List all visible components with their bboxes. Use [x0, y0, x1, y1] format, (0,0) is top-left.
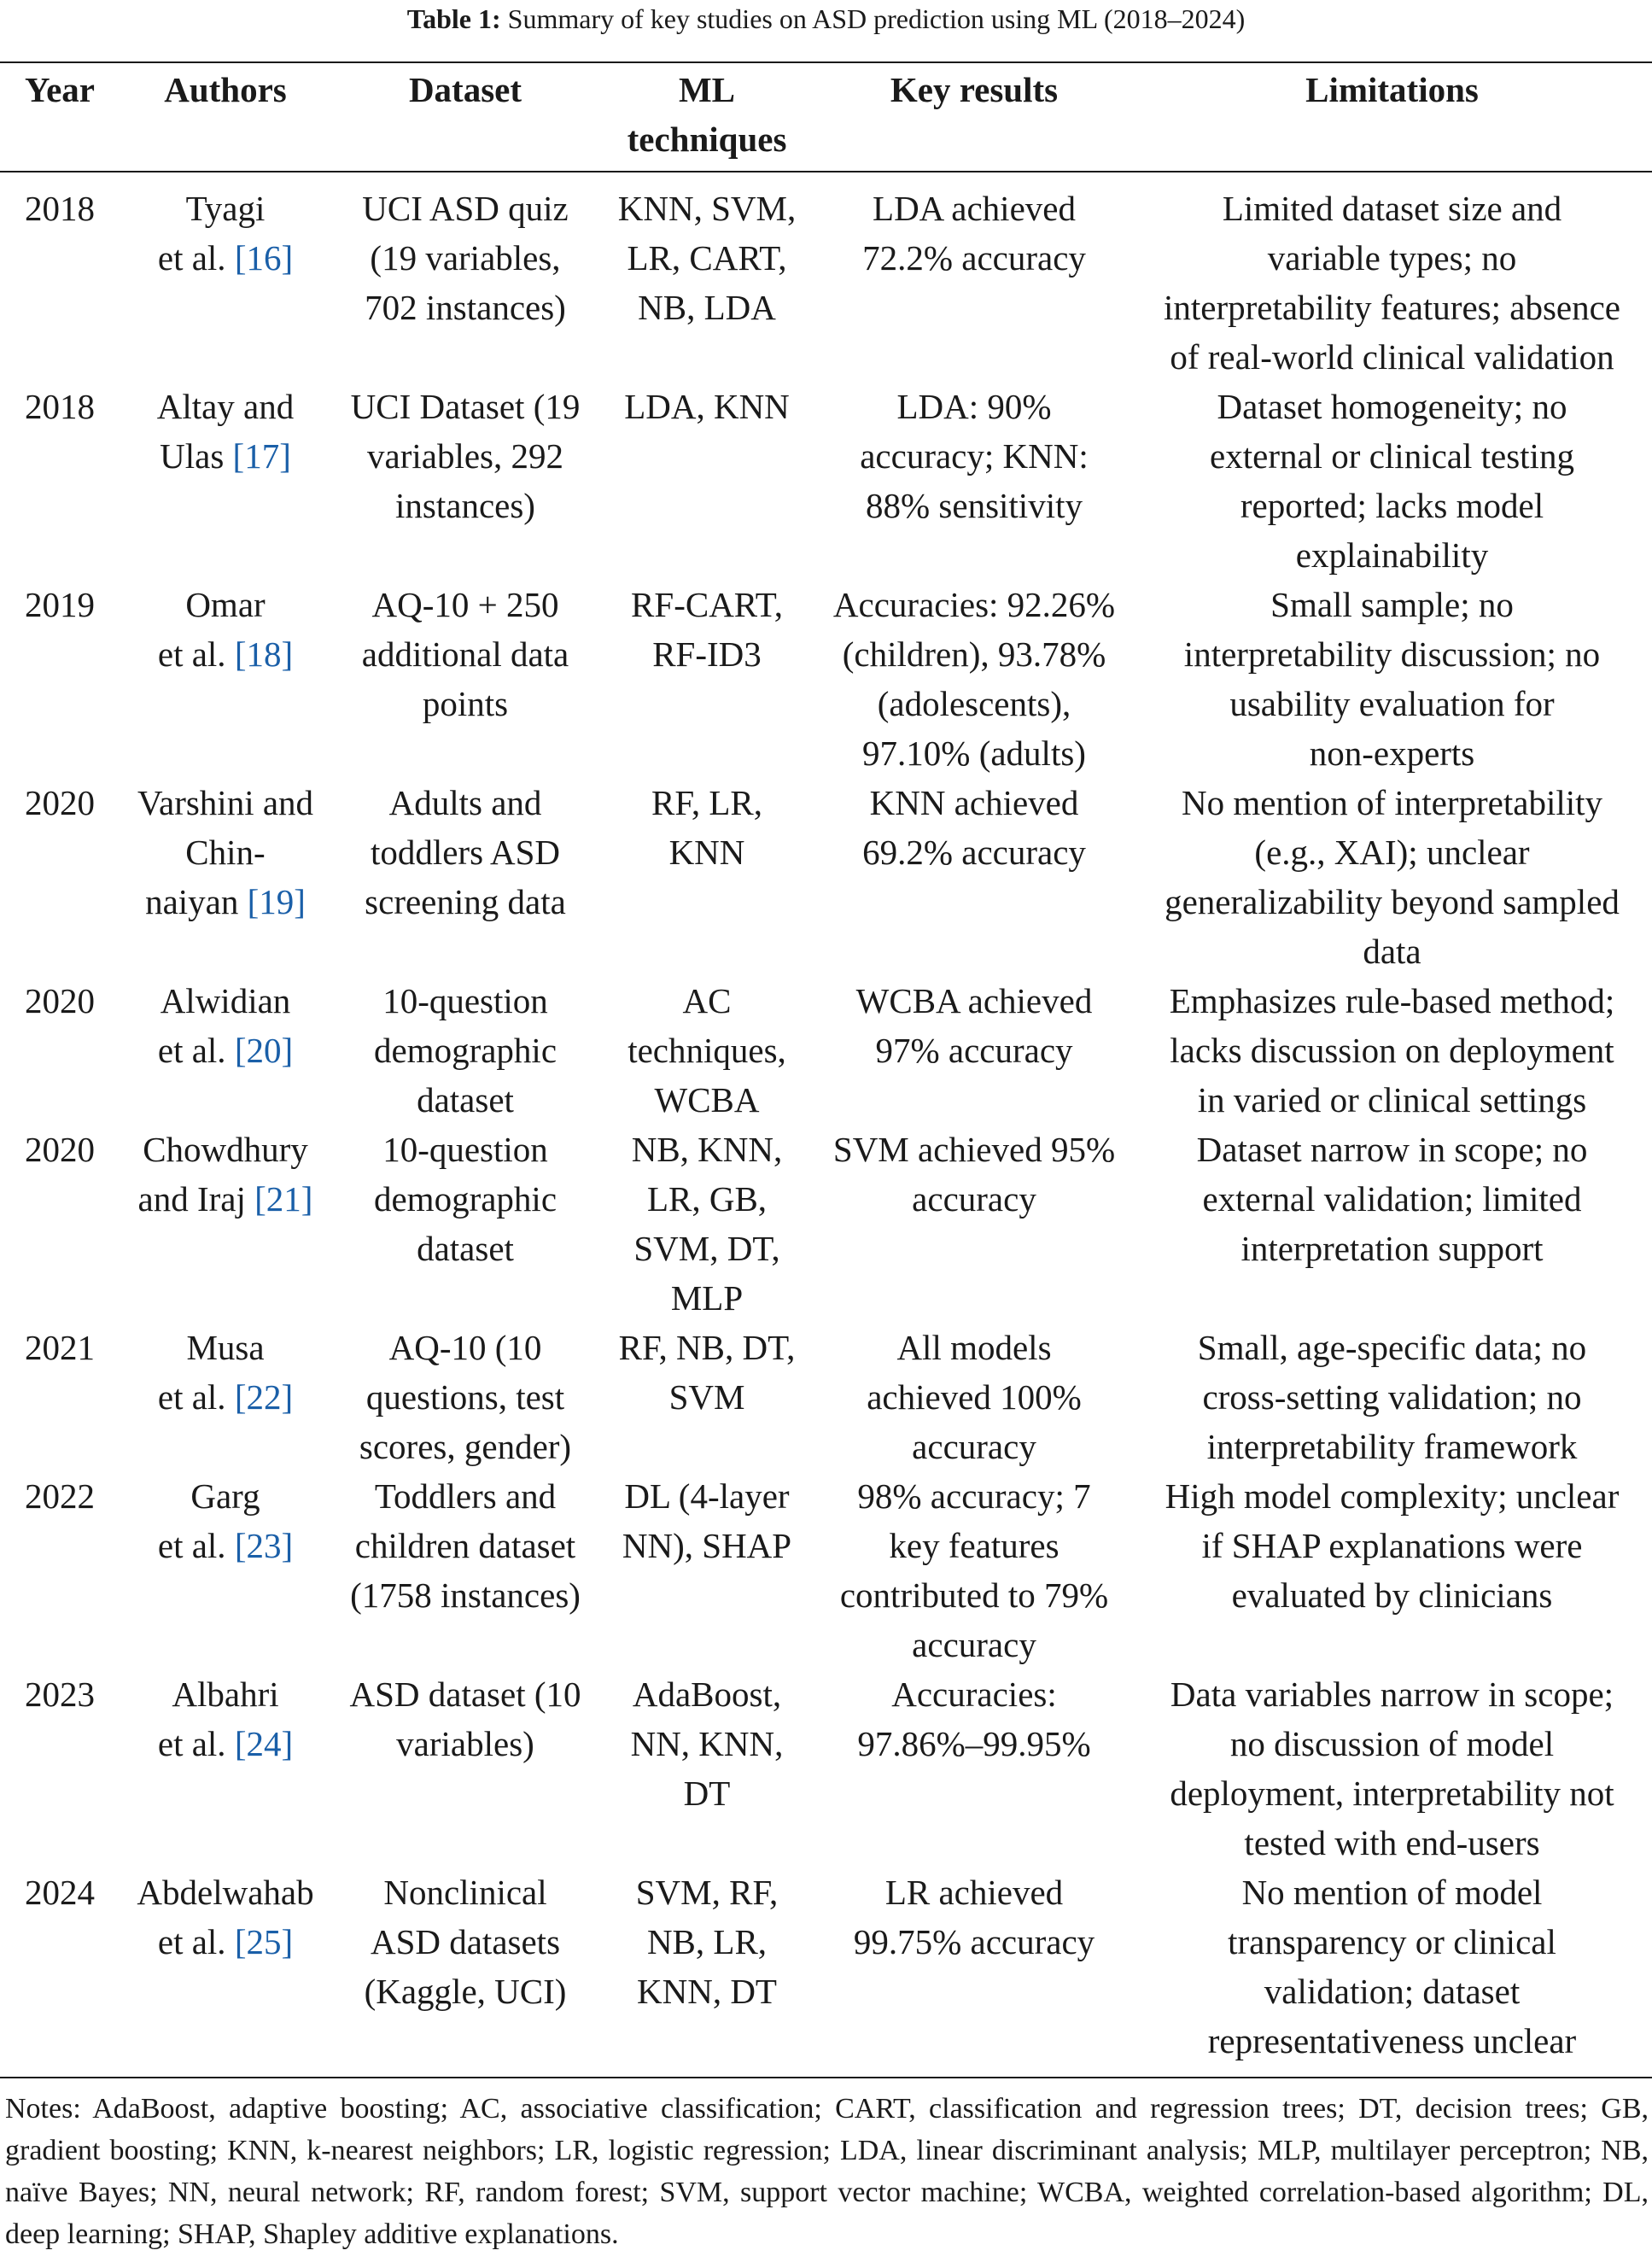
cell-ml-techniques-line: KNN, SVM, [617, 189, 797, 228]
cell-dataset [333, 1323, 598, 1471]
cell-ml-techniques-line: AdaBoost, [632, 1675, 782, 1714]
cell-key-results-line: 72.2% accuracy [862, 238, 1086, 278]
cell-ml-techniques-line: SVM, DT, [633, 1229, 780, 1268]
cell-authors-line: Abdelwahab [137, 1873, 314, 1912]
cell-dataset-line: AQ-10 + 250 [371, 585, 559, 624]
cell-dataset-line: dataset [417, 1229, 514, 1268]
cell-dataset-line: UCI ASD quiz [362, 189, 569, 228]
cell-authors-line: Tyagi [185, 189, 266, 228]
cell-dataset-line: toddlers ASD [370, 833, 561, 872]
cell-authors [122, 184, 329, 283]
bottom-rule [0, 2077, 1652, 2078]
cell-dataset [333, 580, 598, 728]
cell-ml-techniques [598, 382, 816, 431]
cell-limitations-line: interpretability framework [1206, 1427, 1578, 1466]
header-key-results [816, 65, 1132, 114]
cell-limitations [1132, 580, 1652, 778]
cell-year: 2018 [25, 387, 95, 426]
header-year [0, 65, 120, 114]
cell-key-results [816, 1125, 1132, 1224]
cell-key-results [816, 976, 1132, 1075]
cell-year: 2020 [25, 783, 95, 822]
cell-key-results-line: accuracy [912, 1625, 1036, 1664]
cell-key-results [816, 184, 1132, 283]
header-dataset-text: Dataset [408, 70, 522, 109]
cell-key-results-line: 99.75% accuracy [853, 1922, 1095, 1961]
table-row [0, 184, 1652, 382]
cell-limitations-line: of real-world clinical validation [1170, 337, 1614, 377]
cell-key-results-line: 97.86%–99.95% [857, 1724, 1091, 1763]
cell-ml-techniques [598, 1125, 816, 1323]
cell-authors-line: Chowdhury [143, 1130, 308, 1169]
cell-dataset [333, 1471, 598, 1620]
citation-link[interactable]: [19] [247, 882, 306, 921]
cell-authors-line: naiyan [19] [145, 882, 306, 921]
cell-key-results [816, 580, 1132, 778]
cell-limitations-line: lacks discussion on deployment [1170, 1031, 1614, 1070]
cell-limitations-line: High model complexity; unclear [1165, 1476, 1620, 1516]
table-row [0, 976, 1652, 1125]
cell-key-results-line: KNN achieved [869, 783, 1079, 822]
cell-key-results-line: contributed to 79% [839, 1575, 1109, 1615]
cell-dataset-line: questions, test [365, 1377, 565, 1417]
cell-limitations-line: data [1363, 932, 1421, 971]
cell-key-results-line: achieved 100% [867, 1377, 1082, 1417]
cell-ml-techniques [598, 1323, 816, 1422]
cell-authors-line: Varshini and [137, 783, 314, 822]
cell-ml-techniques-line: techniques, [628, 1031, 786, 1070]
header-authors [122, 65, 329, 114]
cell-ml-techniques-line: SVM [668, 1377, 745, 1417]
cell-limitations-line: tested with end-users [1244, 1823, 1540, 1862]
cell-limitations-line: non-experts [1309, 734, 1475, 773]
cell-ml-techniques-line: MLP [670, 1278, 744, 1318]
cell-key-results-line: (adolescents), [877, 684, 1071, 723]
cell-dataset-line: ASD datasets [370, 1922, 561, 1961]
table-row [0, 580, 1652, 778]
cell-key-results-line: WCBA achieved [855, 981, 1093, 1020]
cell-limitations-line: No mention of model [1241, 1873, 1543, 1912]
cell-key-results-line: accuracy; KNN: [860, 436, 1089, 476]
cell-key-results-line: 88% sensitivity [866, 486, 1083, 525]
cell-key-results-line: 97% accuracy [875, 1031, 1073, 1070]
cell-ml-techniques [598, 1471, 816, 1570]
cell-authors-line: Albahri [172, 1675, 279, 1714]
cell-authors [122, 580, 329, 679]
cell-limitations-line: reported; lacks model [1240, 486, 1544, 525]
citation-link[interactable]: [23] [234, 1526, 294, 1565]
table-row [0, 382, 1652, 580]
cell-limitations-line: interpretability features; absence [1163, 288, 1621, 327]
cell-limitations-line: generalizability beyond sampled [1165, 882, 1620, 921]
cell-ml-techniques-line: SVM, RF, [635, 1873, 779, 1912]
cell-authors-line: Alwidian [160, 981, 291, 1020]
header-authors-text: Authors [164, 70, 287, 109]
cell-year: 2021 [25, 1328, 95, 1367]
cell-authors-line: et al. [24] [157, 1724, 294, 1763]
citation-link[interactable]: [25] [234, 1922, 294, 1961]
cell-authors [122, 976, 329, 1075]
cell-limitations-line: Data variables narrow in scope; [1170, 1675, 1614, 1714]
cell-key-results-line: LDA achieved [873, 189, 1076, 228]
cell-dataset-line: AQ-10 (10 [388, 1328, 542, 1367]
cell-year: 2020 [25, 981, 95, 1020]
cell-limitations-line: evaluated by clinicians [1231, 1575, 1553, 1615]
cell-key-results [816, 778, 1132, 877]
table-row [0, 1471, 1652, 1669]
top-rule [0, 61, 1652, 63]
cell-ml-techniques-line: NN), SHAP [622, 1526, 792, 1565]
cell-authors-line: Ulas [17] [160, 436, 291, 476]
header-dataset [333, 65, 598, 114]
cell-limitations-line: representativeness unclear [1207, 2021, 1577, 2060]
cell-authors [122, 1669, 329, 1768]
cell-dataset-line: ASD dataset (10 [349, 1675, 581, 1714]
table-body [0, 184, 1652, 2066]
cell-ml-techniques-line: NB, LDA [638, 288, 776, 327]
cell-dataset-line: demographic [373, 1179, 557, 1219]
header-limitations-text: Limitations [1305, 70, 1479, 109]
cell-limitations-line: if SHAP explanations were [1201, 1526, 1583, 1565]
cell-limitations [1132, 1125, 1652, 1273]
citation-link[interactable]: [17] [232, 436, 291, 476]
cell-key-results [816, 1669, 1132, 1768]
citation-link[interactable]: [22] [234, 1377, 294, 1417]
cell-key-results-line: key features [889, 1526, 1059, 1565]
cell-limitations [1132, 778, 1652, 976]
cell-limitations-line: Dataset narrow in scope; no [1196, 1130, 1588, 1169]
cell-authors [122, 382, 329, 481]
table-row [0, 1867, 1652, 2066]
cell-authors-line: et al. [20] [157, 1031, 294, 1070]
cell-ml-techniques [598, 1669, 816, 1818]
cell-limitations-line: transparency or clinical [1228, 1922, 1556, 1961]
cell-ml-techniques [598, 580, 816, 679]
cell-ml-techniques-line: RF-ID3 [652, 634, 762, 674]
cell-dataset-line: instances) [395, 486, 535, 525]
cell-authors-line: Garg [190, 1476, 260, 1516]
citation-link[interactable]: [21] [254, 1179, 313, 1219]
cell-ml-techniques-line: NN, KNN, [630, 1724, 784, 1763]
cell-year: 2023 [25, 1675, 95, 1714]
cell-limitations-line: Dataset homogeneity; no [1217, 387, 1567, 426]
cell-limitations [1132, 184, 1652, 382]
cell-limitations-line: deployment, interpretability not [1170, 1774, 1614, 1813]
cell-key-results-line: Accuracies: 92.26% [832, 585, 1116, 624]
cell-dataset-line: Toddlers and [374, 1476, 557, 1516]
cell-dataset [333, 976, 598, 1125]
cell-limitations-line: Limited dataset size and [1222, 189, 1562, 228]
cell-dataset-line: Nonclinical [383, 1873, 547, 1912]
cell-limitations [1132, 1867, 1652, 2066]
cell-dataset-line: screening data [365, 882, 566, 921]
cell-ml-techniques-line: RF, NB, DT, [618, 1328, 796, 1367]
table-row [0, 1669, 1652, 1867]
cell-limitations-line: no discussion of model [1229, 1724, 1555, 1763]
cell-limitations-line: usability evaluation for [1229, 684, 1555, 723]
cell-authors-line: Omar [185, 585, 266, 624]
cell-limitations-line: (e.g., XAI); unclear [1254, 833, 1530, 872]
cell-ml-techniques-line: LR, CART, [627, 238, 787, 278]
cell-dataset-line: (Kaggle, UCI) [364, 1972, 567, 2011]
table-header [0, 65, 1652, 166]
cell-dataset [333, 1867, 598, 2016]
cell-authors-line: et al. [23] [157, 1526, 294, 1565]
cell-ml-techniques-line: DT [683, 1774, 731, 1813]
cell-year: 2019 [25, 585, 95, 624]
cell-key-results [816, 1323, 1132, 1471]
cell-dataset [333, 1669, 598, 1768]
cell-ml-techniques-line: WCBA [654, 1080, 760, 1119]
cell-limitations [1132, 976, 1652, 1125]
cell-key-results-line: 98% accuracy; 7 [857, 1476, 1091, 1516]
cell-dataset-line: UCI Dataset (19 [350, 387, 581, 426]
cell-key-results-line: accuracy [912, 1427, 1036, 1466]
header-results-text: Key results [890, 70, 1059, 109]
cell-dataset-line: (1758 instances) [350, 1575, 581, 1615]
header-ml-techniques [598, 65, 816, 164]
cell-ml-techniques-line: NB, KNN, [631, 1130, 783, 1169]
cell-limitations-line: Small sample; no [1270, 585, 1514, 624]
cell-key-results-line: 97.10% (adults) [862, 734, 1086, 773]
table-row [0, 1323, 1652, 1471]
cell-dataset-line: variables) [396, 1724, 534, 1763]
cell-authors [122, 1471, 329, 1570]
citation-link[interactable]: [16] [234, 238, 294, 278]
cell-dataset-line: demographic [373, 1031, 557, 1070]
cell-ml-techniques [598, 1867, 816, 2016]
cell-limitations-line: Emphasizes rule-based method; [1169, 981, 1615, 1020]
cell-authors-line: et al. [22] [157, 1377, 294, 1417]
cell-ml-techniques-line: LR, GB, [646, 1179, 768, 1219]
cell-ml-techniques-line: DL (4-layer [624, 1476, 790, 1516]
header-limitations [1132, 65, 1652, 114]
header-year-text: Year [25, 70, 95, 109]
cell-authors-line: Musa [186, 1328, 265, 1367]
cell-ml-techniques [598, 976, 816, 1125]
table-row [0, 1125, 1652, 1323]
caption-text: Summary of key studies on ASD prediction using ML (2018–2024) [507, 3, 1246, 34]
cell-limitations-line: explainability [1295, 535, 1489, 575]
cell-key-results-line: LDA: 90% [896, 387, 1052, 426]
cell-limitations-line: in varied or clinical settings [1197, 1080, 1587, 1119]
cell-dataset-line: Adults and [388, 783, 542, 822]
cell-key-results [816, 1471, 1132, 1669]
cell-dataset-line: 10-question [382, 1130, 548, 1169]
cell-authors-line: and Iraj [21] [137, 1179, 313, 1219]
cell-authors-line: et al. [25] [157, 1922, 294, 1961]
cell-dataset-line: points [422, 684, 509, 723]
cell-dataset [333, 778, 598, 926]
cell-key-results-line: LR achieved [884, 1873, 1064, 1912]
cell-authors [122, 1125, 329, 1224]
cell-limitations-line: validation; dataset [1264, 1972, 1521, 2011]
cell-limitations-line: interpretability discussion; no [1183, 634, 1601, 674]
cell-dataset-line: variables, 292 [367, 436, 563, 476]
cell-key-results-line: 69.2% accuracy [862, 833, 1086, 872]
cell-ml-techniques-line: KNN [668, 833, 745, 872]
cell-authors [122, 1323, 329, 1422]
cell-limitations [1132, 1669, 1652, 1867]
cell-ml-techniques-line: RF-CART, [631, 585, 783, 624]
cell-ml-techniques-line: RF, LR, [651, 783, 762, 822]
cell-authors-line: Chin- [185, 833, 266, 872]
table-caption [0, 0, 1652, 53]
cell-key-results-line: accuracy [912, 1179, 1036, 1219]
cell-key-results-line: SVM achieved 95% [832, 1130, 1116, 1169]
citation-link[interactable]: [24] [234, 1724, 294, 1763]
cell-key-results-line: Accuracies: [891, 1675, 1057, 1714]
cell-ml-techniques [598, 778, 816, 877]
cell-ml-techniques-line: NB, LR, [646, 1922, 768, 1961]
cell-limitations [1132, 1323, 1652, 1471]
cell-dataset-line: scores, gender) [359, 1427, 572, 1466]
cell-dataset-line: (19 variables, [370, 238, 561, 278]
cell-dataset [333, 184, 598, 332]
cell-authors [122, 1867, 329, 1967]
cell-authors-line: et al. [16] [157, 238, 294, 278]
cell-key-results-line: All models [896, 1328, 1052, 1367]
cell-dataset-line: children dataset [354, 1526, 576, 1565]
cell-dataset-line: 10-question [382, 981, 548, 1020]
citation-link[interactable]: [20] [234, 1031, 294, 1070]
cell-ml-techniques-line: AC [682, 981, 732, 1020]
table-row [0, 778, 1652, 976]
cell-limitations-line: Small, age-specific data; no [1197, 1328, 1587, 1367]
cell-limitations-line: interpretation support [1240, 1229, 1544, 1268]
cell-dataset [333, 382, 598, 530]
cell-authors-line: et al. [18] [157, 634, 294, 674]
cell-key-results-line: (children), 93.78% [842, 634, 1106, 674]
cell-ml-techniques [598, 184, 816, 332]
cell-year: 2022 [25, 1476, 95, 1516]
cell-year: 2020 [25, 1130, 95, 1169]
cell-key-results [816, 1867, 1132, 1967]
cell-limitations-line: external or clinical testing [1210, 436, 1574, 476]
cell-ml-techniques-line: KNN, DT [637, 1972, 777, 2011]
cell-limitations [1132, 382, 1652, 580]
header-ml-text: ML [678, 70, 736, 109]
header-rule [0, 171, 1652, 172]
cell-authors-line: Altay and [156, 387, 295, 426]
cell-dataset-line: dataset [417, 1080, 514, 1119]
citation-link[interactable]: [18] [234, 634, 294, 674]
cell-ml-techniques-line: LDA, KNN [624, 387, 790, 426]
caption-label: Table 1: [406, 3, 501, 34]
cell-dataset-line: additional data [361, 634, 569, 674]
cell-limitations-line: variable types; no [1267, 238, 1517, 278]
cell-limitations-line: cross-setting validation; no [1202, 1377, 1582, 1417]
cell-year: 2024 [25, 1873, 95, 1912]
cell-authors [122, 778, 329, 926]
table-notes: Notes: AdaBoost, adaptive boosting; AC, associative classification; CART, classification and regression trees; DT, decision trees; GB, gradient boosting; KNN, k-nearest neighbors; LR, logistic regression; LDA, linear discriminant analysis; MLP, multilayer perceptron; NB, naïve Bayes; NN, neural network; RF, random forest; SVM, support vector machine; WCBA, weighted correlation-based algorithm; DL, deep learning; SHAP, Shapley additive explanations. [5, 2093, 1649, 2250]
cell-limitations-line: No mention of interpretability [1181, 783, 1603, 822]
cell-limitations [1132, 1471, 1652, 1620]
header-ml-text: techniques [627, 120, 787, 159]
cell-year: 2018 [25, 189, 95, 228]
cell-dataset-line: 702 instances) [365, 288, 566, 327]
cell-key-results [816, 382, 1132, 530]
cell-dataset [333, 1125, 598, 1273]
cell-limitations-line: external validation; limited [1202, 1179, 1582, 1219]
